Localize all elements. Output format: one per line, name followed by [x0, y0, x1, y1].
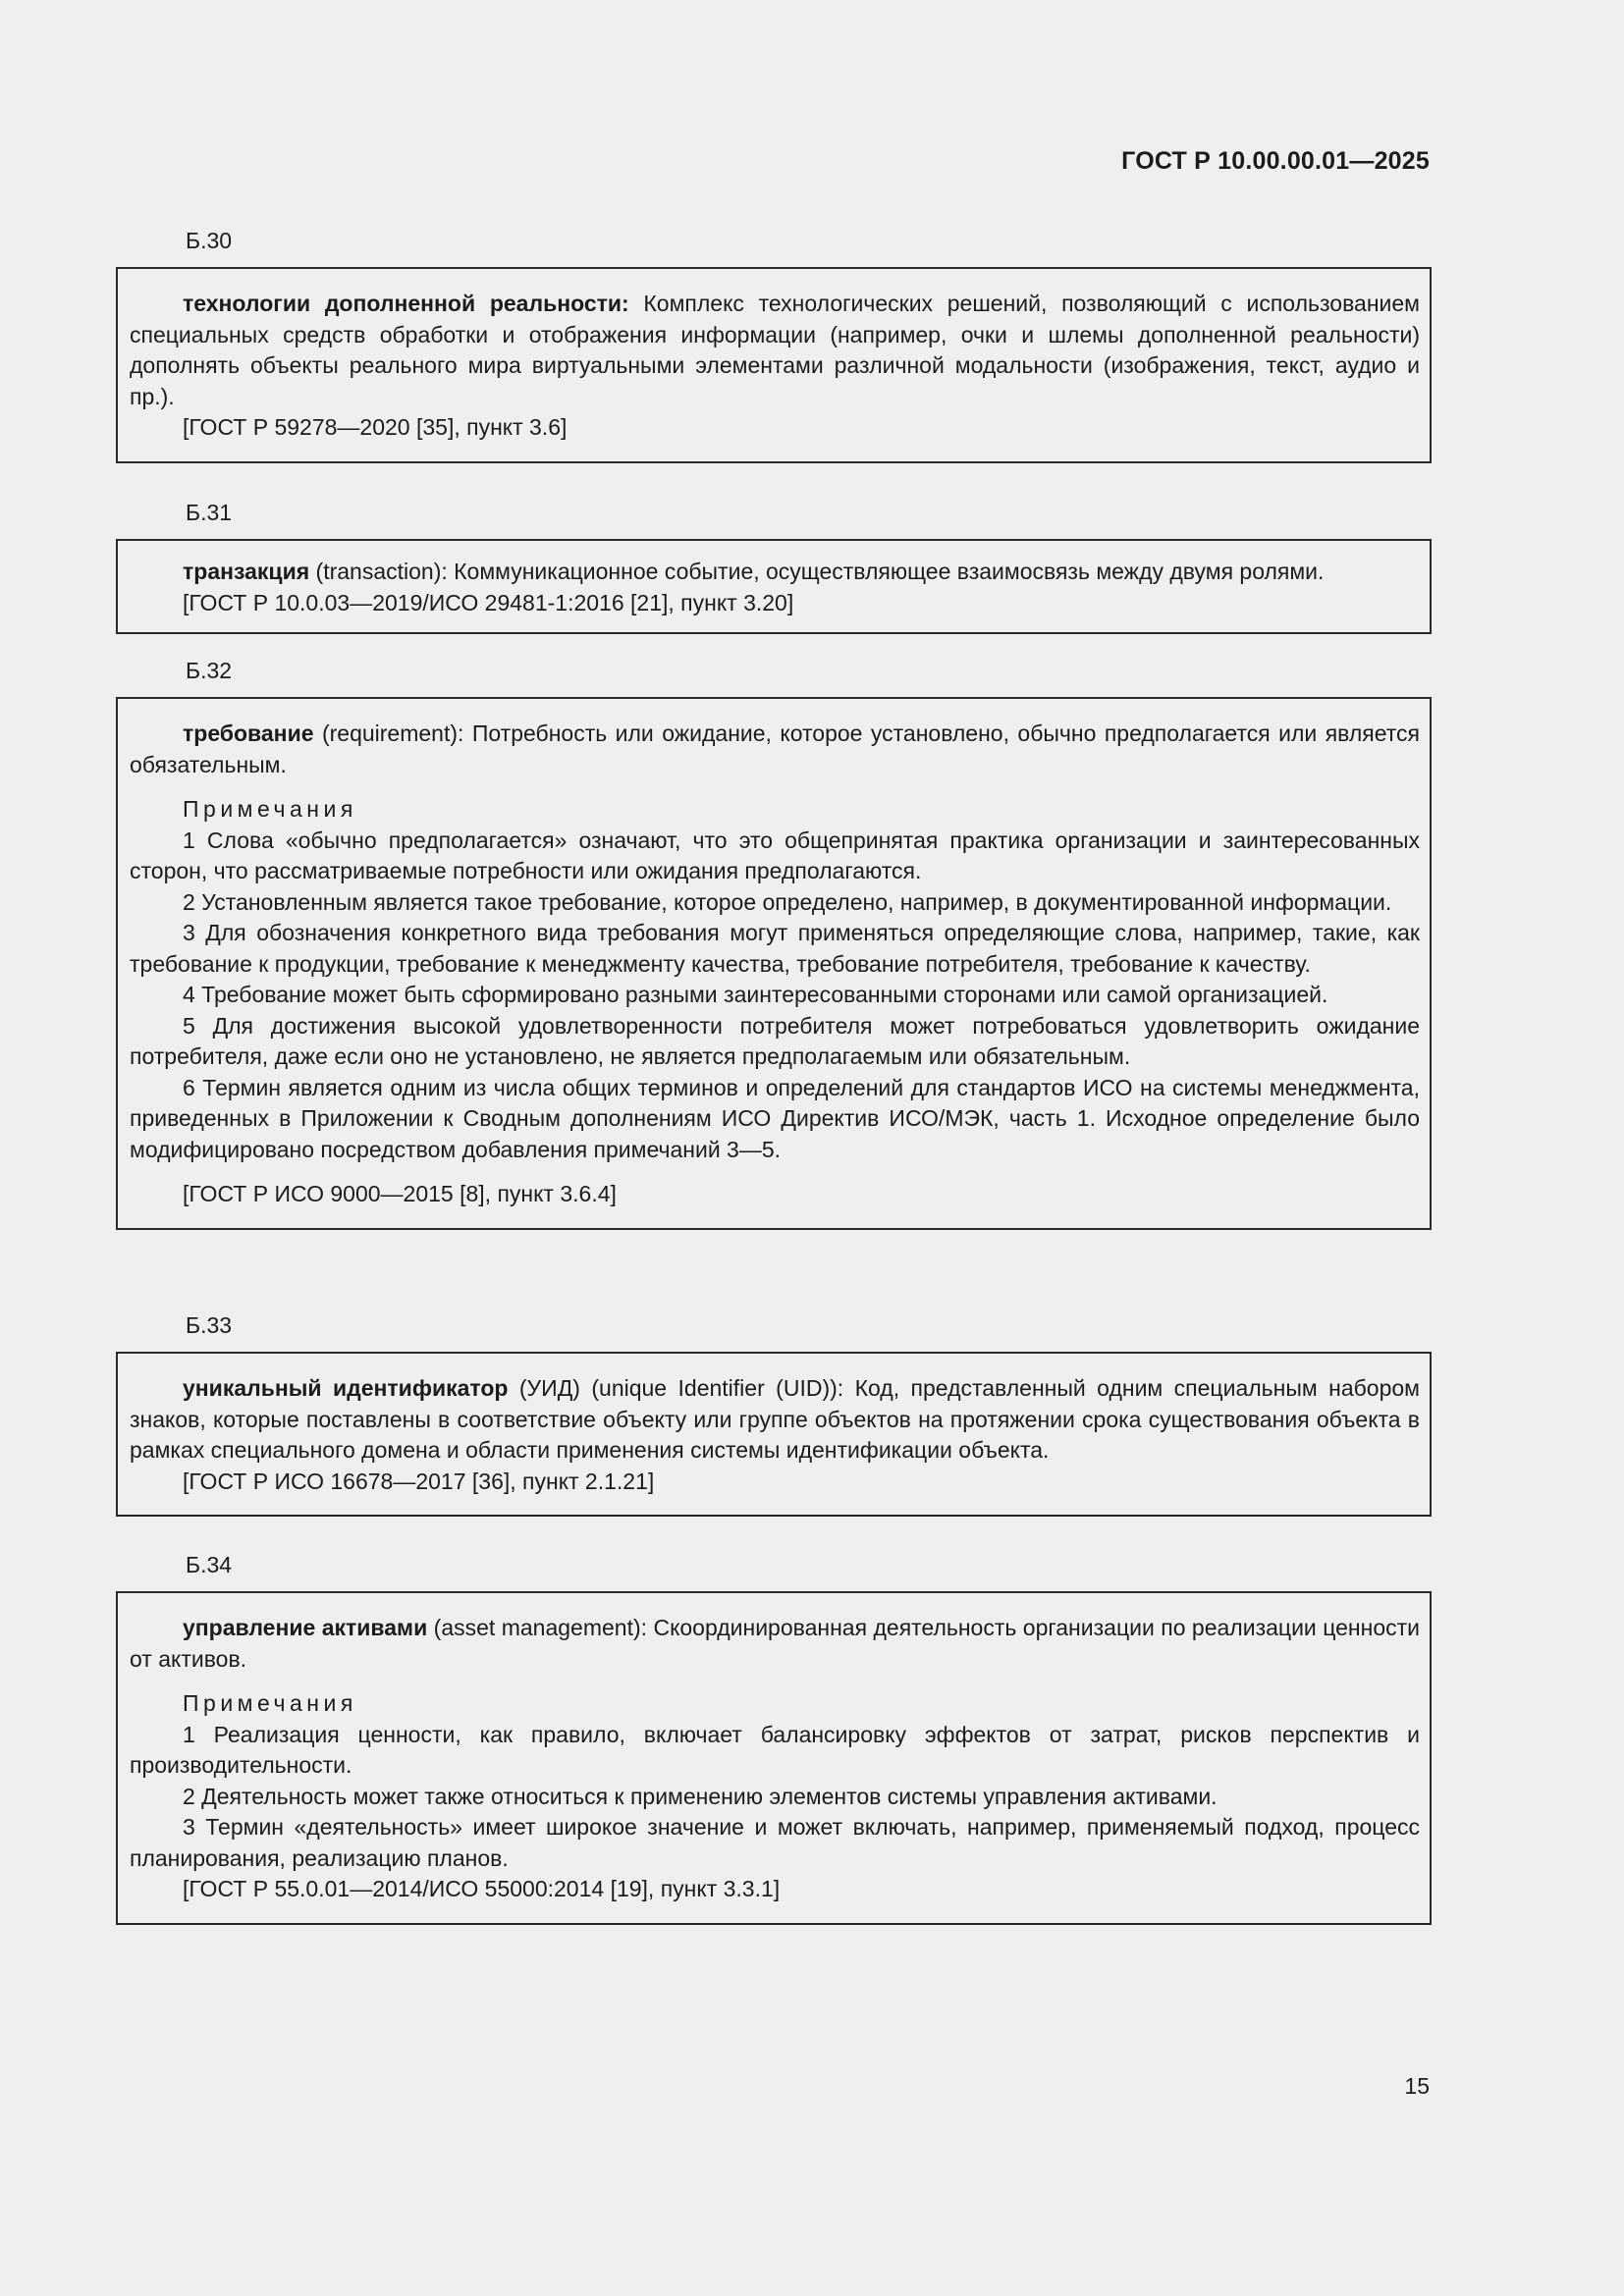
note-item: 2 Деятельность может также относиться к применению элементов системы управления активами. — [183, 1783, 1218, 1809]
section-number: Б.34 — [186, 1552, 233, 1577]
source-reference: [ГОСТ Р 59278—2020 [35], пункт 3.6] — [183, 414, 568, 440]
section-number: Б.32 — [186, 658, 233, 683]
source-reference: [ГОСТ Р ИСО 9000—2015 [8], пункт 3.6.4] — [183, 1181, 617, 1206]
source-reference: [ГОСТ Р 55.0.01—2014/ИСО 55000:2014 [19], пункт 3.3.1] — [183, 1876, 781, 1901]
note-item: 3 Для обозначения конкретного вида требования могут применяться определяющие слова, например, такие, как требование к продукции, требование к менеджменту качества, требование потребителя, требование к качеству. — [130, 920, 1420, 977]
section-number: Б.31 — [186, 500, 233, 525]
term-definition — [130, 557, 1420, 588]
note-item: 1 Реализация ценности, как правило, включает балансировку эффектов от затрат, рисков перспектив и производительности. — [130, 1721, 1420, 1778]
section-number: Б.33 — [186, 1312, 233, 1338]
term-definition — [130, 719, 1420, 780]
definition-text: (УИД) (unique Identifier (UID)): Код, представленный одним специальным набором знаков, которые поставлены в соответствие объекту или группе объектов на протяжении срока существования объекта в рамках специального домена и области применения системы идентификации объекта. — [130, 1375, 1420, 1463]
term-name: управление активами — [183, 1615, 428, 1640]
term-name: технологии дополненной реальности: — [183, 291, 629, 316]
term-box — [116, 697, 1432, 1230]
note-item: 5 Для достижения высокой удовлетворенности потребителя может потребоваться удовлетворить ожидание потребителя, даже если оно не установлено, не является предполагаемым или обязательным. — [130, 1012, 1420, 1069]
section-b33 — [116, 1310, 1432, 1517]
term-name: уникальный идентификатор — [183, 1375, 509, 1401]
term-name: требование — [183, 721, 314, 746]
note-item: 6 Термин является одним из числа общих терминов и определений для стандартов ИСО на системы менеджмента, приведенных в Приложении к Сводным дополнениям ИСО Директив ИСО/МЭК, часть 1. Исходное определение было модифицировано посредством добавления примечаний 3—5. — [130, 1074, 1420, 1162]
notes-heading: Примечания — [183, 796, 357, 822]
section-b30 — [116, 226, 1432, 463]
term-box — [116, 1591, 1432, 1925]
note-item: 1 Слова «обычно предполагается» означают, что это общепринятая практика организации и заинтересованных сторон, что рассматриваемые потребности или ожидания предполагаются. — [130, 827, 1420, 883]
source-reference: [ГОСТ Р ИСО 16678—2017 [36], пункт 2.1.21] — [183, 1468, 655, 1494]
definition-text: (requirement): Потребность или ожидание, которое установлено, обычно предполагается или является обязательным. — [130, 721, 1420, 777]
document-id: ГОСТ Р 10.00.00.01—2025 — [1121, 147, 1430, 175]
definition-text: (asset management): Скоординированная деятельность организации по реализации ценности от активов. — [130, 1615, 1420, 1672]
note-item: 3 Термин «деятельность» имеет широкое значение и может включать, например, применяемый подход, процесс планирования, реализацию планов. — [130, 1814, 1420, 1871]
definition-text: (transaction): Коммуникационное событие, осуществляющее взаимосвязь между двумя ролями. — [309, 559, 1325, 584]
note-item: 4 Требование может быть сформировано разными заинтересованными сторонами или самой организацией. — [183, 982, 1328, 1007]
section-number: Б.30 — [186, 228, 233, 253]
term-box — [116, 539, 1432, 634]
term-box — [116, 267, 1432, 463]
section-b32 — [116, 656, 1432, 1230]
source-reference: [ГОСТ Р 10.0.03—2019/ИСО 29481-1:2016 [21], пункт 3.20] — [183, 589, 794, 615]
note-item: 2 Установленным является такое требование, которое определено, например, в документированной информации. — [183, 888, 1392, 915]
definition-text: Комплекс технологических решений, позволяющий с использованием специальных средств обработки и отображения информации (например, очки и шлемы дополненной реальности) дополнять объекты реального мира виртуальными элементами различной модальности (изображения, текст, аудио и пр.). — [130, 291, 1420, 409]
term-box — [116, 1352, 1432, 1517]
term-definition — [130, 1373, 1420, 1467]
term-name: транзакция — [183, 559, 310, 584]
term-definition — [130, 1613, 1420, 1675]
notes-heading: Примечания — [183, 1690, 357, 1716]
page-number: 15 — [1404, 2073, 1430, 2099]
section-b34 — [116, 1550, 1432, 1925]
section-b31 — [116, 498, 1432, 634]
term-definition — [130, 289, 1420, 412]
